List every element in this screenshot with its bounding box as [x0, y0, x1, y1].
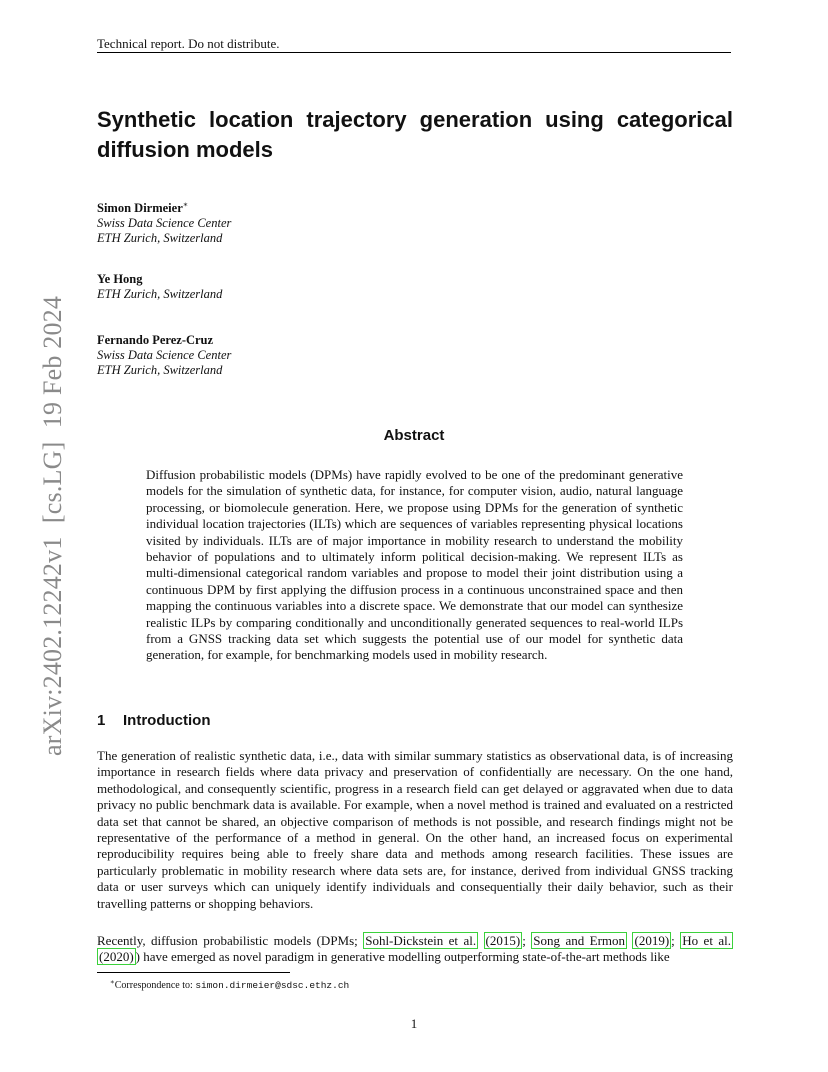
- author-name: Ye Hong: [97, 272, 143, 286]
- introduction-paragraph: The generation of realistic synthetic data, i.e., data with similar summary statistics as observational data, is of increasing importance in research fields where data privacy and preservation of confidentially are necessary. On the one hand, methodological, and consequently scientific, progress in a research field can get delayed or aggravated when due to data privacy no public benchmark data is available. For example, when a novel method is trained and evaluated on a restricted data set that cannot be shared, an objective comparison of methods is not possible, and research findings might not be representative of the performance of a method in general. On the other hand, an increased focus on experimental reproducibility requires being able to freely share data and methods among research facilities. These issues are particularly problematic in mobility research where data sets are, for instance, derived from individual GNSS tracking data or user surveys which can uniquely identify individuals and consequentially their daily behavior, such as their travelling patterns or shopping behaviors.: [97, 748, 733, 911]
- page-number: 1: [410, 1016, 418, 1031]
- abstract-body: Diffusion probabilistic models (DPMs) have rapidly evolved to be one of the predominant generative models for the simulation of synthetic data, for instance, for computer vision, audio, natural language processing, or biomolecule generation. Here, we propose using DPMs for the generation of synthetic individual location trajectories (ILTs) which are sequences of variables representing physical locations visited by individuals. ILTs are of major importance in mobility research to understand the mobility behavior of populations and to ultimately inform political decision-making. We represent ILTs as multi-dimensional categorical random variables and propose to model their joint distribution using a continuous DPM by first applying the diffusion process in a continuous unconstrained space and then mapping the continuous variables into a discrete space. We demonstrate that our model can synthesize realistic ILPs by comparing conditionally and unconditionally generated sequences to real-world ILPs from a GNSS tracking data set which suggests the potential use of our model for synthetic data generation, for example, for benchmarking models used in mobility research.: [146, 467, 683, 663]
- citation-link[interactable]: Song and Ermon: [533, 933, 626, 948]
- section-number: 1: [97, 712, 106, 729]
- citation-link[interactable]: (2020): [99, 949, 134, 965]
- introduction-paragraph: Recently, diffusion probabilistic models (DPMs; Sohl-Dickstein et al. (2015) ; Song and Ermon (2019) ; Ho et al. (2020) ) have emerged as novel paradigm in generative modelling outperforming state-of-the-art methods like: [97, 933, 731, 965]
- author-name: Simon Dirmeier∗: [97, 200, 189, 215]
- arxiv-identifier: arXiv:2402.12242v1 [cs.LG] 19 Feb 2024: [38, 295, 67, 756]
- footnote-rule: [97, 972, 290, 973]
- section-heading: [97, 712, 210, 729]
- citation-link[interactable]: Ho et al.: [682, 933, 731, 948]
- author-affiliation: ETH Zurich, Switzerland: [97, 363, 223, 377]
- abstract-heading: Abstract: [383, 427, 445, 444]
- author-affiliation: Swiss Data Science Center: [97, 348, 232, 362]
- citation-link[interactable]: (2019): [634, 933, 670, 948]
- author-block: [97, 333, 231, 378]
- author-affiliation: ETH Zurich, Switzerland: [97, 287, 223, 301]
- footnote: [110, 978, 349, 991]
- author-affiliation: ETH Zurich, Switzerland: [97, 231, 223, 245]
- header-note: Technical report. Do not distribute.: [97, 36, 280, 51]
- footnote-mark: ∗: [182, 200, 189, 209]
- author-block: [97, 272, 222, 302]
- author-affiliation: Swiss Data Science Center: [97, 216, 232, 230]
- citation-link[interactable]: Sohl-Dickstein et al.: [365, 933, 477, 948]
- author-name: Fernando Perez-Cruz: [97, 333, 214, 347]
- paper-title: Synthetic location trajectory generation using categorical diffusion models: [97, 107, 733, 162]
- footnote-label: Correspondence to:: [114, 980, 196, 991]
- footnote-mark: ∗: [110, 978, 115, 986]
- section-title: Introduction: [123, 712, 211, 729]
- author-block: [97, 197, 231, 246]
- email-link[interactable]: simon.dirmeier@sdsc.ethz.ch: [195, 980, 350, 991]
- citation-link[interactable]: (2015): [485, 933, 521, 948]
- header-rule: [97, 52, 731, 53]
